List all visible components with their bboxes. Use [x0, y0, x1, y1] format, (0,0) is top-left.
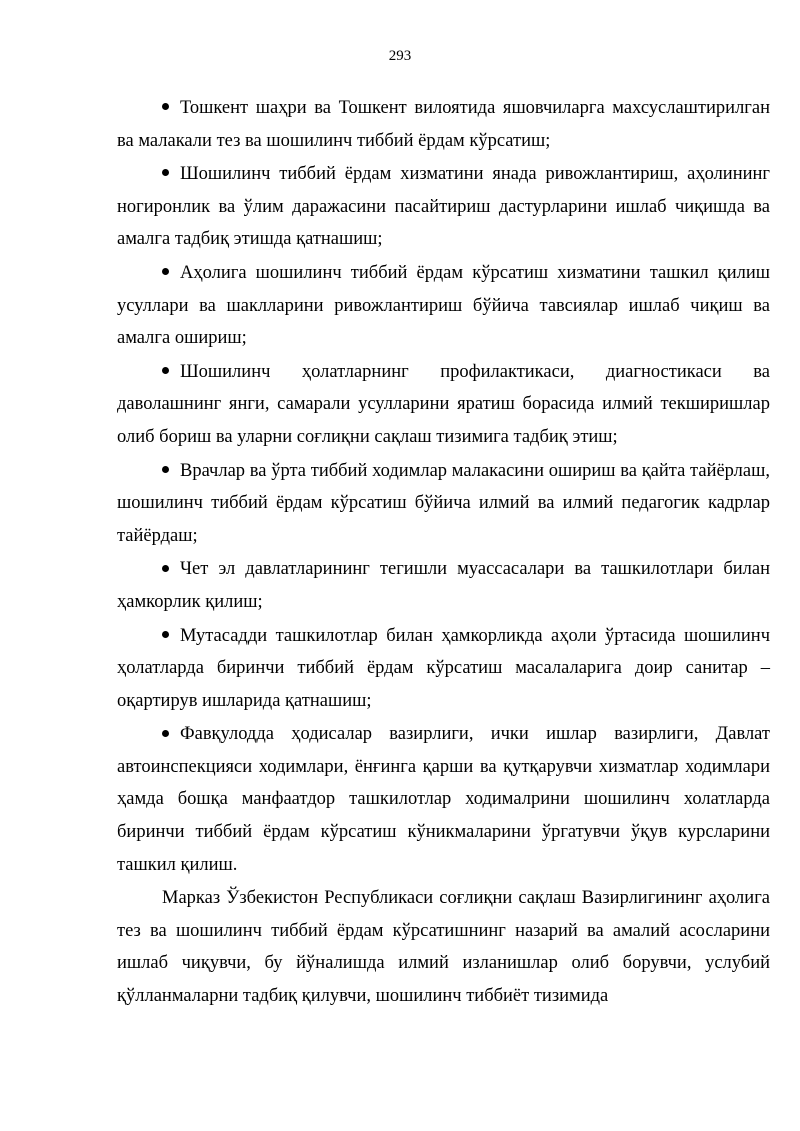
bullet-text: Шошилинч ҳолатларнинг профилактикаси, диагностикаси ва даволашнинг янги, самарали усулларини яратиш борасида илмий текширишлар олиб бориш ва уларни соғлиқни сақлаш тизимига тадбиқ этиш; [117, 361, 770, 447]
bullet-item-5 [117, 455, 770, 553]
bullet-icon [162, 169, 169, 176]
bullet-text: Мутасадди ташкилотлар билан ҳамкорликда аҳоли ўртасида шошилинч ҳолатларда биринчи тиббий ёрдам кўрсатиш масалаларига доир санитар – оқартирув ишларида қатнашиш; [117, 625, 770, 711]
bullet-icon [162, 103, 169, 110]
page-body [117, 92, 770, 1014]
bullet-text: Фавқулодда ҳодисалар вазирлиги, ички ишлар вазирлиги, Давлат автоинспекцияси ходимлари, ёнғинга қарши ва қутқарувчи хизматлар ходимлари ҳамда бошқа манфаатдор ташкилотлар ходималрини шошилинч холатларда биринчи тиббий ёрдам кўрсатиш кўникмаларини ўргатувчи ўқув курсларини ташкил қилиш. [117, 724, 770, 875]
bullet-text: Аҳолига шошилинч тиббий ёрдам кўрсатиш хизматини ташкил қилиш усуллари ва шаклларини ривожлантириш бўйича тавсиялар ишлаб чиқиш ва амалга ошириш; [117, 262, 770, 349]
bullet-item-2 [117, 158, 770, 256]
bullet-icon [162, 631, 169, 638]
page-number: 293 [388, 48, 412, 64]
bullet-item-8 [117, 718, 770, 881]
bullet-icon [162, 367, 169, 374]
bullet-icon [162, 268, 169, 275]
bullet-item-3 [117, 257, 770, 355]
bullet-text: Чет эл давлатларининг тегишли муассасалари ва ташкилотлари билан ҳамкорлик қилиш; [117, 559, 770, 612]
bullet-item-1 [117, 92, 770, 157]
bullet-text: Тошкент шаҳри ва Тошкент вилоятида яшовчиларга махсуслаштирилган ва малакали тез ва шошилинч тиббий ёрдам кўрсатиш; [117, 98, 770, 151]
bullet-icon [162, 730, 169, 737]
bullet-item-6 [117, 553, 770, 618]
closing-paragraph: Марказ Ўзбекистон Республикаси соғлиқни сақлаш Вазирлигининг аҳолига тез ва шошилинч тиббий ёрдам кўрсатишнинг назарий ва амалий асосларини ишлаб чиқувчи, бу йўналишда илмий изланишлар олиб борувчи, услубий қўлланмаларни тадбиқ қилувчи, шошилинч тиббиёт тизимида [117, 888, 770, 1007]
bullet-text: Шошилинч тиббий ёрдам хизматини янада ривожлантириш, аҳолининг ногиронлик ва ўлим даражасини пасайтириш дастурларини ишлаб чиқишда ва амалга тадбиқ этишда қатнашиш; [117, 164, 770, 250]
bullet-text: Врачлар ва ўрта тиббий ходимлар малакасини ошириш ва қайта тайёрлаш, шошилинч тиббий ёрдам кўрсатиш бўйича илмий ва илмий педагогик кадрлар тайёрдаш; [117, 460, 770, 546]
bullet-item-4 [117, 356, 770, 454]
bullet-item-7 [117, 620, 770, 718]
bullet-icon [162, 466, 169, 473]
bullet-icon [162, 565, 169, 572]
